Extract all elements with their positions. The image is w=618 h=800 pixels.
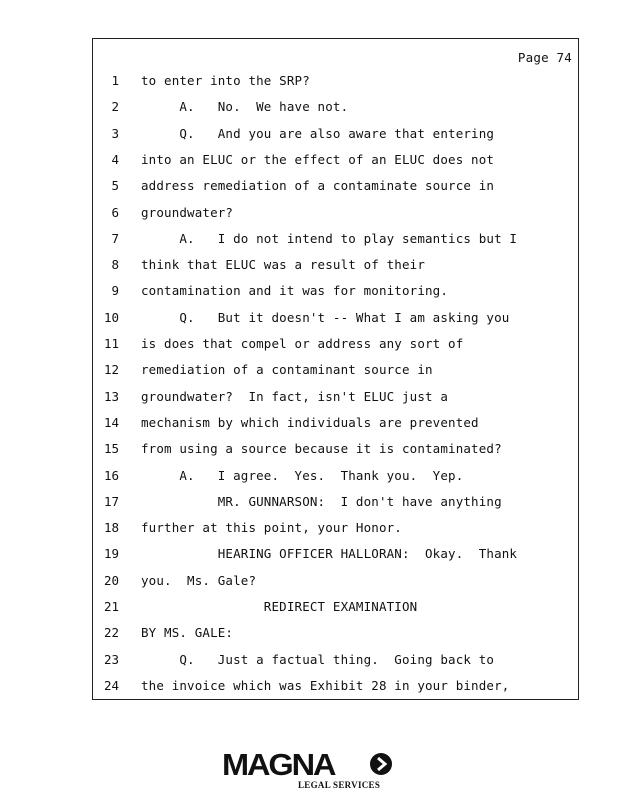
line-number: 1 (111, 73, 119, 88)
line-text: Q. Just a factual thing. Going back to (141, 651, 495, 667)
line-number: 10 (103, 309, 119, 325)
line-number: 4 (111, 151, 119, 167)
line-text: the invoice which was Exhibit 28 in your binder, (141, 677, 510, 693)
line-number: 22 (103, 625, 119, 641)
line-number: 23 (103, 651, 119, 667)
line-number: 12 (103, 362, 119, 378)
line-text: REDIRECT EXAMINATION (141, 599, 418, 614)
line-number: 6 (111, 204, 119, 220)
line-text: remediation of a contaminant source in (141, 362, 433, 378)
arrow-circle-icon (370, 753, 392, 775)
line-number: 17 (103, 493, 119, 509)
line-text: to enter into the SRP? (141, 73, 310, 88)
logo-wordmark: MAGNA (222, 747, 335, 782)
line-text: HEARING OFFICER HALLORAN: Okay. Thank (141, 546, 518, 562)
logo-tagline: LEGAL SERVICES (298, 780, 381, 790)
line-number: 15 (103, 441, 119, 457)
line-number: 20 (103, 572, 119, 588)
line-text: MR. GUNNARSON: I don't have anything (141, 493, 502, 509)
magna-logo (222, 748, 402, 792)
line-text: A. I agree. Yes. Thank you. Yep. (141, 467, 464, 483)
line-number: 9 (111, 283, 119, 299)
line-text: into an ELUC or the effect of an ELUC does not (141, 151, 495, 167)
line-text: from using a source because it is contaminated? (141, 441, 502, 457)
line-text: Q. But it doesn't -- What I am asking you (141, 309, 510, 325)
line-text: address remediation of a contaminate source in (141, 178, 495, 194)
line-number: 16 (103, 467, 119, 483)
line-number: 5 (111, 178, 119, 194)
line-number: 3 (111, 125, 119, 141)
line-number: 19 (103, 546, 119, 562)
line-number: 18 (103, 520, 119, 536)
line-text: mechanism by which individuals are prevented (141, 414, 479, 430)
line-text: you. Ms. Gale? (141, 572, 257, 588)
line-text: further at this point, your Honor. (141, 520, 402, 536)
line-text: A. No. We have not. (141, 99, 349, 115)
line-number: 8 (111, 257, 119, 273)
line-number: 11 (103, 336, 119, 351)
line-text: BY MS. GALE: (141, 625, 234, 641)
line-number: 13 (103, 388, 119, 404)
line-text: Q. And you are also aware that entering (141, 125, 495, 141)
line-text: think that ELUC was a result of their (141, 257, 425, 273)
line-number: 14 (103, 414, 119, 430)
line-text: groundwater? (141, 204, 234, 220)
page-number: Page 74 (517, 50, 572, 65)
line-text: is does that compel or address any sort of (141, 336, 464, 351)
line-text: contamination and it was for monitoring. (141, 283, 449, 299)
line-number: 7 (111, 230, 119, 246)
line-number: 21 (103, 599, 119, 614)
transcript-page (92, 38, 579, 700)
line-text: groundwater? In fact, isn't ELUC just a (141, 388, 449, 404)
line-text: A. I do not intend to play semantics but I (141, 230, 518, 246)
line-number: 24 (103, 677, 119, 693)
line-number: 2 (111, 99, 119, 115)
